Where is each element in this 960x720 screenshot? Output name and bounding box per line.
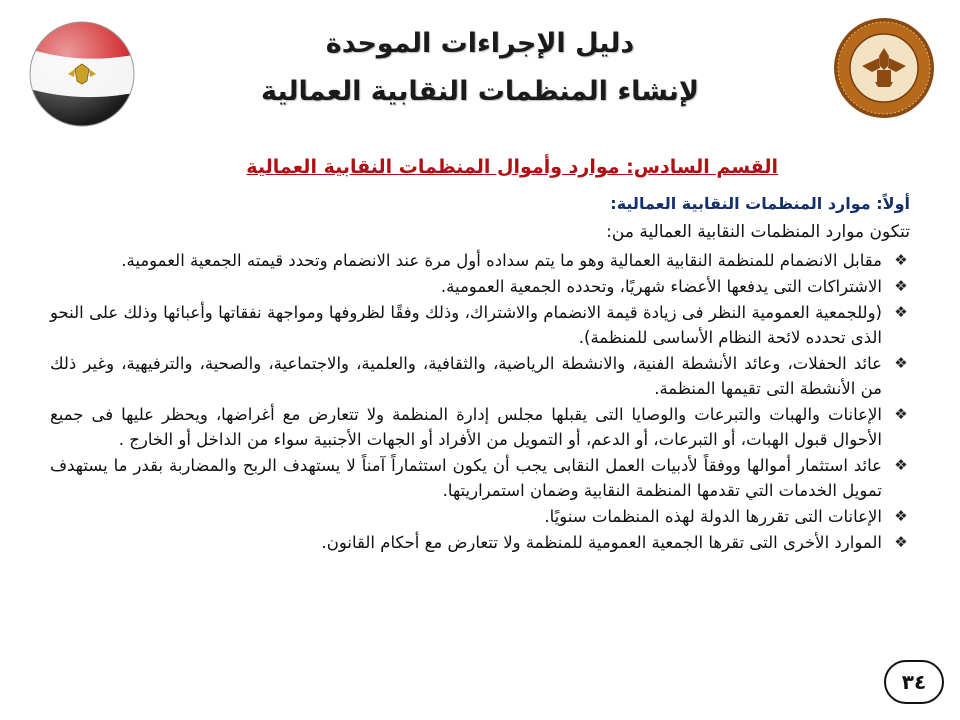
page-number: ٣٤ (884, 660, 944, 704)
diamond-bullet-icon: ❖ (894, 456, 908, 474)
diamond-bullet-icon: ❖ (894, 303, 908, 321)
list-item-text: الموارد الأخرى التى تقرها الجمعية العمومية للمنظمة ولا تتعارض مع أحكام القانون. (321, 533, 882, 552)
subsection-title: أولاً: موارد المنظمات النقابية العمالية: (610, 194, 910, 213)
list-item-text: الاشتراكات التى يدفعها الأعضاء شهريًا، وتحدده الجمعية العمومية. (440, 277, 882, 296)
list-item (50, 274, 912, 299)
list-item-text: عائد الحفلات، وعائد الأنشطة الفنية، والانشطة الرياضية، والثقافية، والعلمية، والاجتماعية، والصحية، والترفيهية، وغير ذلك من الأنشطة التى تقيمها المنظمة. (50, 354, 882, 398)
diamond-bullet-icon: ❖ (894, 405, 908, 423)
list-item-text: الإعانات والهبات والتبرعات والوصايا التى يقبلها مجلس إدارة المنظمة ولا تتعارض مع أغراضها، ويحظر عليها فى جميع الأحوال قبول الهبات، أو التبرعات، أو الدعم، أو التمويل من الأفراد أو الجهات الأجنبية سواء من الداخل أو الخارج . (50, 405, 882, 449)
resources-list (50, 248, 912, 556)
list-item-text: عائد استثمار أموالها ووفقاً لأدبيات العمل النقابى يجب أن يكون استثماراً آمناً لا يستهدف الربح والمضاربة بقدر ما يستهدف تمويل الخدمات التي تقدمها المنظمة النقابية وضمان استمراريتها. (50, 456, 882, 500)
list-item (50, 402, 912, 452)
document-title-line-2: لإنشاء المنظمات النقابية العمالية (261, 76, 699, 107)
diamond-bullet-icon: ❖ (894, 251, 908, 269)
list-item (50, 300, 912, 350)
list-item-text: (وللجمعية العمومية النظر فى زيادة قيمة الانضمام والاشتراك، وذلك وفقًا لظروفها ومواجهة نفقاتها وأعبائها وذلك على النحو الذى تحدده لائحة النظام الأساسى للمنظمة). (50, 303, 882, 347)
list-item (50, 453, 912, 503)
ministry-of-manpower-seal-icon (832, 16, 936, 120)
egypt-flag-sphere-icon (26, 18, 138, 130)
diamond-bullet-icon: ❖ (894, 277, 908, 295)
diamond-bullet-icon: ❖ (894, 354, 908, 372)
list-item (50, 530, 912, 555)
list-item-text: الإعانات التى تقررها الدولة لهذه المنظمات سنويًا. (544, 507, 882, 526)
list-item-text: مقابل الانضمام للمنظمة النقابية العمالية وهو ما يتم سداده أول مرة عند الانضمام وتحدد قيمته الجمعية العمومية. (121, 251, 882, 270)
diamond-bullet-icon: ❖ (894, 533, 908, 551)
document-title-line-1: دليل الإجراءات الموحدة (325, 28, 635, 59)
diamond-bullet-icon: ❖ (894, 507, 908, 525)
list-item (50, 504, 912, 529)
list-item (50, 248, 912, 273)
intro-text: تتكون موارد المنظمات النقابية العمالية من: (606, 222, 910, 242)
page-header (0, 0, 960, 140)
list-item (50, 351, 912, 401)
section-title: القسم السادس: موارد وأموال المنظمات النقابية العمالية (246, 156, 778, 178)
